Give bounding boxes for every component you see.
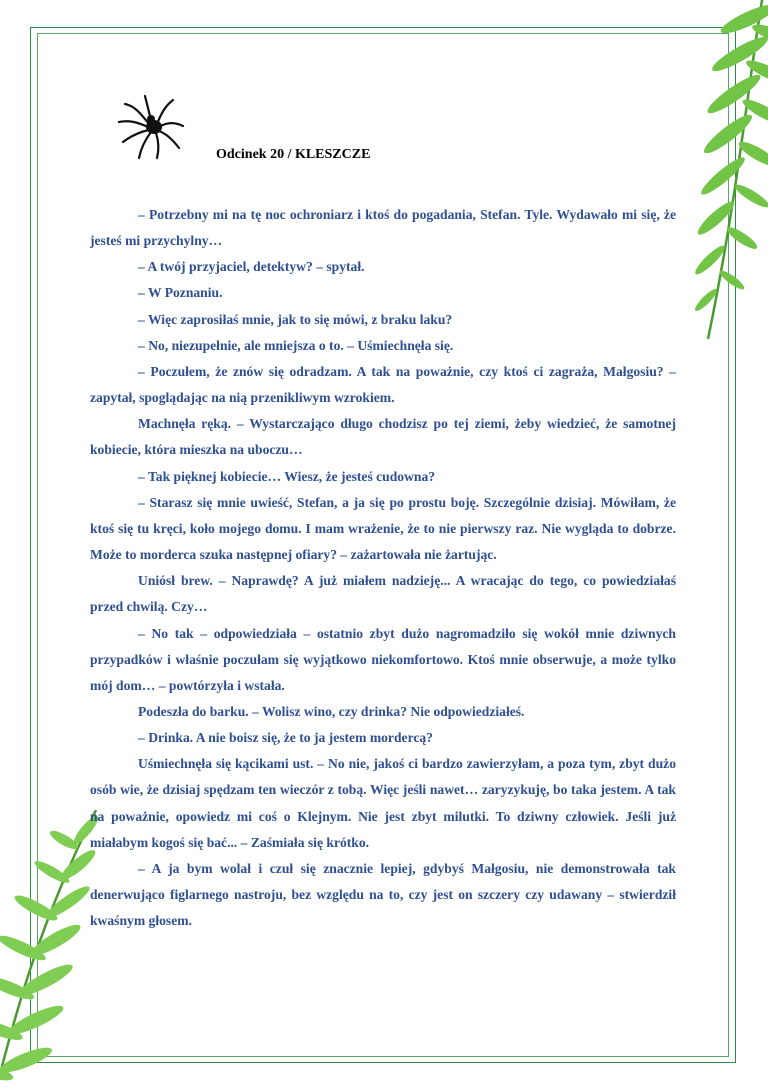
paragraph: – Więc zaprosiłaś mnie, jak to się mówi, z braku laku? (138, 311, 453, 327)
paragraph: – Poczułem, że znów się odradzam. A tak na poważnie, czy ktoś ci zagraża, Małgosiu? – zapytał, spoglądając na nią przenikliwym wzrokiem. (90, 363, 676, 406)
paragraph: – W Poznaniu. (138, 285, 223, 301)
paragraph: Uśmiechnęła się kącikami ust. – No nie, jakoś ci bardzo zawierzyłam, a poza tym, zbyt dużo osób wie, że dzisiaj spędzam ten wieczór z tobą. Więc jeśli nawet… zaryzykuję, bo taka jestem. A tak na poważnie, opowiedz mi coś o Klejnym. Nie jest zbyt milutki. To dziwny człowiek. Jeśli już miałabym kogoś się bać... – Zaśmiała się krótko. (90, 756, 676, 850)
paragraph: – A twój przyjaciel, detektyw? – spytał. (138, 259, 365, 275)
story-text (90, 202, 676, 934)
paragraph: Podeszła do barku. – Wolisz wino, czy drinka? Nie odpowiedziałeś. (138, 703, 525, 719)
paragraph: – No tak – odpowiedziała – ostatnio zbyt dużo nagromadziło się wokół mnie dziwnych przypadków i właśnie poczułam się wyjątkowo niekomfortowo. Ktoś mnie obserwuje, a może tylko mój dom… – powtórzyła i wstała. (90, 625, 676, 693)
episode-title: Odcinek 20 / KLESZCZE (216, 147, 371, 162)
paragraph: Uniósł brew. – Naprawdę? A już miałem nadzieję... A wracając do tego, co powiedziałaś przed chwilą. Czy… (90, 573, 676, 615)
spider-icon (115, 92, 187, 162)
fern-leaf-icon (668, 0, 768, 344)
paragraph: – A ja bym wolał i czuł się znacznie lepiej, gdybyś Małgosiu, nie demonstrowała tak denerwująco figlarnego nastroju, bez względu na to, czy jest on szczery czy udawany – stwierdził kwaśnym głosem. (90, 860, 676, 929)
paragraph: – Potrzebny mi na tę noc ochroniarz i ktoś do pogadania, Stefan. Tyle. Wydawało mi się, że jesteś mi przychylny… (90, 207, 676, 249)
paragraph: – Starasz się mnie uwieść, Stefan, a ja się po prostu boję. Szczególnie dzisiaj. Mówiłam, że ktoś się tu kręci, koło mojego domu. I mam wrażenie, że to nie pierwszy raz. Nie wygląda to dobrze. Może to morderca szuka następnej ofiary? – zażartowała nie żartując. (90, 494, 676, 563)
paragraph: Machnęła ręką. – Wystarczająco długo chodzisz po tej ziemi, żeby wiedzieć, że samotnej kobiecie, która mieszka na uboczu… (90, 416, 676, 458)
paragraph: – Tak pięknej kobiecie… Wiesz, że jesteś cudowna? (138, 468, 436, 484)
paragraph: – Drinka. A nie boisz się, że to ja jestem mordercą? (138, 730, 433, 746)
paragraph: – No, niezupełnie, ale mniejsza o to. – Uśmiechnęła się. (138, 337, 454, 353)
